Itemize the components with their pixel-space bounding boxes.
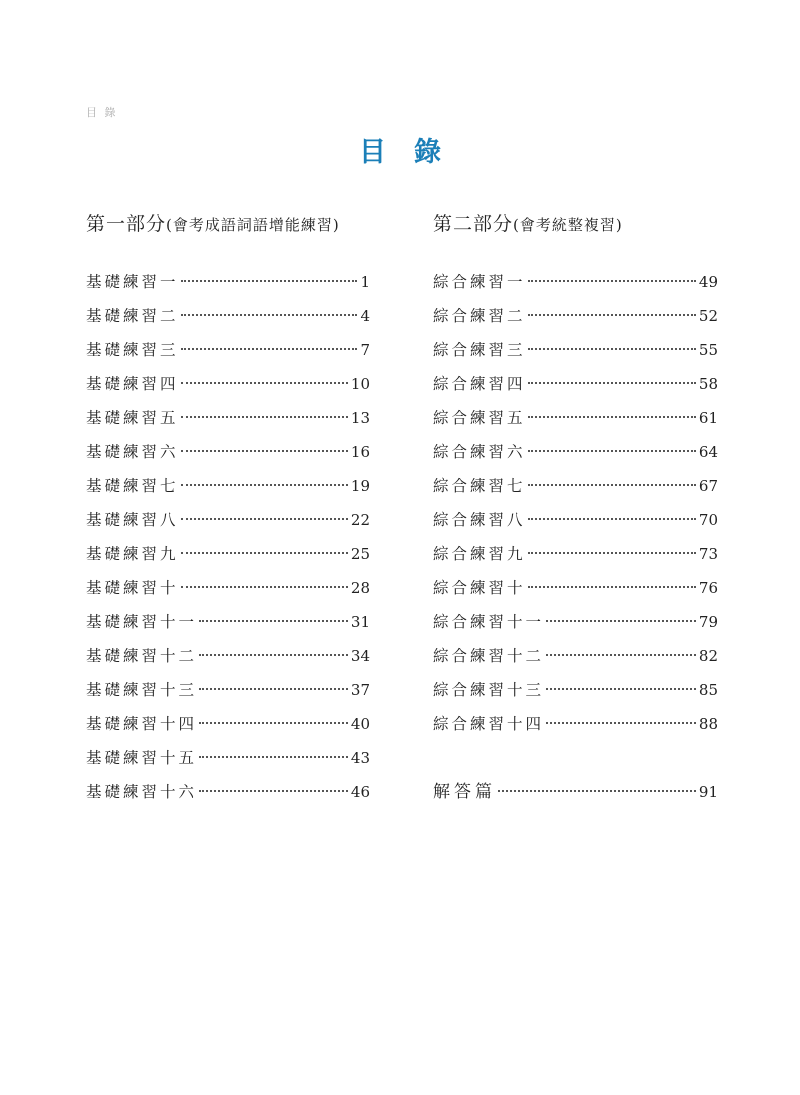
toc-entry-label: 基礎練習六 bbox=[86, 443, 179, 461]
toc-entry-label: 綜合練習一 bbox=[433, 273, 526, 291]
dot-leader bbox=[199, 789, 348, 792]
toc-entry[interactable] bbox=[433, 503, 718, 537]
toc-entry-page: 64 bbox=[698, 443, 718, 461]
toc-entry-label: 基礎練習十五 bbox=[86, 749, 198, 767]
toc-entry-page: 70 bbox=[698, 511, 718, 529]
toc-entry-label: 綜合練習六 bbox=[433, 443, 526, 461]
toc-entry-label: 綜合練習五 bbox=[433, 409, 526, 427]
toc-entry-label: 基礎練習二 bbox=[86, 307, 179, 325]
toc-entry[interactable] bbox=[86, 435, 370, 469]
toc-entry[interactable] bbox=[433, 469, 718, 503]
part-two-heading bbox=[433, 206, 718, 242]
toc-entry-label: 綜合練習四 bbox=[433, 375, 526, 393]
page-title: 目錄 bbox=[359, 137, 469, 169]
toc-entry[interactable] bbox=[433, 401, 718, 435]
toc-entry[interactable] bbox=[86, 503, 370, 537]
toc-entry-page: 46 bbox=[350, 783, 370, 801]
toc-entry-page: 28 bbox=[350, 579, 370, 597]
toc-entry-label: 綜合練習十二 bbox=[433, 647, 545, 665]
part-one-heading bbox=[86, 206, 370, 242]
dot-leader bbox=[546, 721, 696, 724]
dot-leader bbox=[528, 279, 696, 282]
part-two-title: 第二部分 bbox=[433, 213, 514, 235]
dot-leader bbox=[528, 551, 696, 554]
toc-entry-label: 基礎練習九 bbox=[86, 545, 179, 563]
corner-mark: 目 錄 bbox=[86, 106, 118, 119]
part-one-title: 第一部分 bbox=[86, 213, 167, 235]
dot-leader bbox=[181, 585, 348, 588]
toc-entry-page: 88 bbox=[698, 715, 718, 733]
part-one-list bbox=[86, 265, 370, 809]
toc-entry[interactable] bbox=[86, 605, 370, 639]
toc-entry-label: 綜合練習十三 bbox=[433, 681, 545, 699]
toc-entry-page: 79 bbox=[698, 613, 718, 631]
toc-entry-page: 49 bbox=[698, 273, 718, 291]
toc-entry-page: 13 bbox=[350, 409, 370, 427]
toc-entry-page: 7 bbox=[360, 341, 370, 359]
toc-entry[interactable] bbox=[433, 367, 718, 401]
part-two-list bbox=[433, 265, 718, 741]
toc-entry[interactable] bbox=[433, 265, 718, 299]
toc-entry[interactable] bbox=[86, 639, 370, 673]
toc-entry-page: 43 bbox=[350, 749, 370, 767]
toc-entry-page: 1 bbox=[360, 273, 370, 291]
dot-leader bbox=[528, 483, 696, 486]
toc-entry[interactable] bbox=[433, 605, 718, 639]
toc-entry-page: 73 bbox=[698, 545, 718, 563]
toc-entry[interactable] bbox=[86, 707, 370, 741]
dot-leader bbox=[546, 687, 696, 690]
toc-entry[interactable] bbox=[86, 537, 370, 571]
spacer bbox=[433, 741, 718, 775]
dot-leader bbox=[528, 415, 696, 418]
toc-entry-page: 85 bbox=[698, 681, 718, 699]
toc-entry-page: 67 bbox=[698, 477, 718, 495]
toc-entry[interactable] bbox=[86, 299, 370, 333]
toc-entry-page: 61 bbox=[698, 409, 718, 427]
toc-entry[interactable] bbox=[433, 673, 718, 707]
toc-entry-label: 基礎練習八 bbox=[86, 511, 179, 529]
dot-leader bbox=[199, 755, 348, 758]
toc-entry-page: 58 bbox=[698, 375, 718, 393]
toc-entry-label: 基礎練習十一 bbox=[86, 613, 198, 631]
toc-entry-page: 37 bbox=[350, 681, 370, 699]
toc-entry[interactable] bbox=[86, 333, 370, 367]
toc-entry-label: 基礎練習十六 bbox=[86, 783, 198, 801]
toc-entry[interactable] bbox=[433, 333, 718, 367]
toc-entry-page: 10 bbox=[350, 375, 370, 393]
dot-leader bbox=[181, 381, 348, 384]
dot-leader bbox=[528, 585, 696, 588]
dot-leader bbox=[181, 483, 348, 486]
toc-entry-page: 22 bbox=[350, 511, 370, 529]
toc-entry[interactable] bbox=[433, 571, 718, 605]
toc-entry-label: 綜合練習三 bbox=[433, 341, 526, 359]
dot-leader bbox=[528, 381, 696, 384]
dot-leader bbox=[199, 619, 348, 622]
toc-entry[interactable] bbox=[86, 673, 370, 707]
toc-entry[interactable] bbox=[433, 537, 718, 571]
dot-leader bbox=[181, 517, 348, 520]
toc-entry-answers[interactable] bbox=[433, 775, 718, 809]
toc-entry[interactable] bbox=[86, 367, 370, 401]
toc-entry-page: 16 bbox=[350, 443, 370, 461]
dot-leader bbox=[199, 653, 348, 656]
toc-entry[interactable] bbox=[433, 435, 718, 469]
toc-entry[interactable] bbox=[433, 299, 718, 333]
dot-leader bbox=[528, 517, 696, 520]
toc-entry-page: 82 bbox=[698, 647, 718, 665]
toc-entry-label: 基礎練習十 bbox=[86, 579, 179, 597]
toc-part-one bbox=[86, 206, 370, 809]
toc-entry-page: 31 bbox=[350, 613, 370, 631]
toc-entry-label: 基礎練習三 bbox=[86, 341, 179, 359]
dot-leader bbox=[528, 313, 696, 316]
toc-entry[interactable] bbox=[86, 469, 370, 503]
part-one-subtitle: (會考成語詞語增能練習) bbox=[166, 216, 340, 234]
toc-entry-page: 76 bbox=[698, 579, 718, 597]
toc-entry-label: 基礎練習十四 bbox=[86, 715, 198, 733]
dot-leader bbox=[528, 449, 696, 452]
dot-leader bbox=[199, 687, 348, 690]
toc-entry[interactable] bbox=[433, 707, 718, 741]
toc-entry-page: 25 bbox=[350, 545, 370, 563]
toc-entry-label: 綜合練習十 bbox=[433, 579, 526, 597]
dot-leader bbox=[199, 721, 348, 724]
toc-entry-label: 綜合練習十一 bbox=[433, 613, 545, 631]
toc-entry-page: 55 bbox=[698, 341, 718, 359]
toc-entry-label: 綜合練習八 bbox=[433, 511, 526, 529]
dot-leader bbox=[181, 449, 348, 452]
dot-leader bbox=[181, 415, 348, 418]
toc-entry-page: 52 bbox=[698, 307, 718, 325]
toc-entry-label: 基礎練習十二 bbox=[86, 647, 198, 665]
toc-entry-label: 基礎練習十三 bbox=[86, 681, 198, 699]
toc-entry-label: 綜合練習二 bbox=[433, 307, 526, 325]
toc-entry[interactable] bbox=[86, 265, 370, 299]
toc-entry-label: 綜合練習九 bbox=[433, 545, 526, 563]
toc-entry[interactable] bbox=[86, 401, 370, 435]
toc-entry-label: 綜合練習十四 bbox=[433, 715, 545, 733]
toc-entry-label: 綜合練習七 bbox=[433, 477, 526, 495]
dot-leader bbox=[181, 279, 358, 282]
toc-entry[interactable] bbox=[86, 775, 370, 809]
toc-entry-label: 基礎練習一 bbox=[86, 273, 179, 291]
dot-leader bbox=[498, 789, 696, 792]
toc-entry-page: 91 bbox=[698, 783, 718, 801]
toc-entry-label: 基礎練習五 bbox=[86, 409, 179, 427]
dot-leader bbox=[546, 653, 696, 656]
toc-entry-page: 4 bbox=[360, 307, 370, 325]
dot-leader bbox=[528, 347, 696, 350]
toc-entry[interactable] bbox=[86, 741, 370, 775]
dot-leader bbox=[181, 313, 358, 316]
toc-entry-page: 19 bbox=[350, 477, 370, 495]
toc-entry-label: 基礎練習七 bbox=[86, 477, 179, 495]
toc-entry[interactable] bbox=[86, 571, 370, 605]
toc-entry-label: 基礎練習四 bbox=[86, 375, 179, 393]
toc-part-two bbox=[433, 206, 718, 809]
dot-leader bbox=[546, 619, 696, 622]
toc-entry-page: 40 bbox=[350, 715, 370, 733]
dot-leader bbox=[181, 347, 358, 350]
toc-entry[interactable] bbox=[433, 639, 718, 673]
toc-entry-page: 34 bbox=[350, 647, 370, 665]
part-two-subtitle: (會考統整複習) bbox=[513, 216, 623, 234]
dot-leader bbox=[181, 551, 348, 554]
toc-entry-label: 解答篇 bbox=[433, 782, 496, 802]
